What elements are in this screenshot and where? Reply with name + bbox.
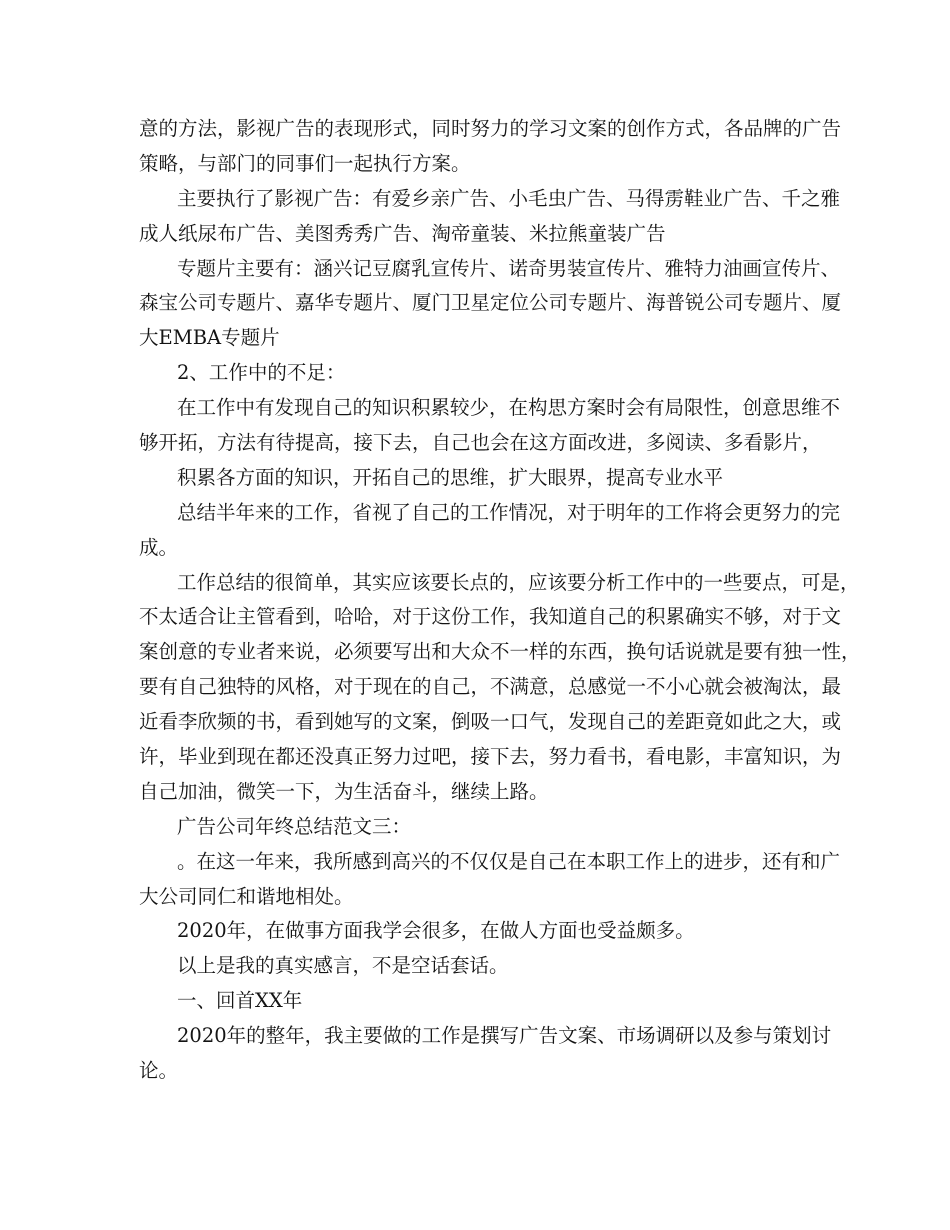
text-line: 成。 — [139, 535, 179, 559]
text-line: 主要执行了影视广告：有爱乡亲广告、小毛虫广告、马得雳鞋业广告、千之雅 — [177, 186, 841, 210]
text-line: 要有自己独特的风格，对于现在的自己，不满意，总感觉一不小心就会被淘汰，最 — [139, 675, 842, 699]
text-line: 积累各方面的知识，开拓自己的思维，扩大眼界，提高专业水平 — [177, 465, 724, 489]
text-line: 自己加油，微笑一下，为生活奋斗，继续上路。 — [139, 779, 549, 803]
text-line: 专题片主要有：涵兴记豆腐乳宣传片、诺奇男装宣传片、雅特力油画宣传片、 — [177, 256, 841, 280]
text-line: 总结半年来的工作，省视了自己的工作情况，对于明年的工作将会更努力的完 — [177, 500, 841, 524]
text-line: 森宝公司专题片、嘉华专题片、厦门卫星定位公司专题片、海普锐公司专题片、厦 — [139, 291, 842, 315]
text-line: 意的方法，影视广告的表现形式，同时努力的学习文案的创作方式，各品牌的广告 — [139, 117, 842, 140]
text-line: 许，毕业到现在都还没真正努力过吧，接下去，努力看书，看电影，丰富知识，为 — [139, 745, 842, 769]
text-line: 2、工作中的不足： — [177, 361, 346, 385]
text-line: 工作总结的很简单，其实应该要长点的，应该要分析工作中的一些要点，可是， — [177, 570, 860, 594]
text-line: 够开拓，方法有待提高，接下去，自己也会在这方面改进，多阅读、多看影片， — [139, 431, 822, 455]
text-line: 成人纸尿布广告、美图秀秀广告、淘帝童装、米拉熊童装广告 — [139, 221, 666, 245]
text-line: 近看李欣频的书，看到她写的文案，倒吸一口气，发现自己的差距竟如此之大，或 — [139, 710, 842, 734]
text-line: 大EMBA专题片 — [139, 326, 280, 350]
text-line: 不太适合让主管看到，哈哈，对于这份工作，我知道自己的积累确实不够，对于文 — [139, 605, 842, 629]
text-line: 大公司同仁和谐地相处。 — [139, 884, 354, 908]
document-body — [139, 112, 861, 1089]
text-line: 案创意的专业者来说，必须要写出和大众不一样的东西，换句话说就是要有独一性， — [139, 640, 861, 664]
text-line: 一、回首XX年 — [177, 989, 303, 1013]
text-line: 策略，与部门的同事们一起执行方案。 — [139, 151, 471, 175]
text-line: 。在这一年来，我所感到高兴的不仅仅是自己在本职工作上的进步，还有和广 — [177, 849, 841, 873]
text-line: 论。 — [139, 1059, 179, 1083]
text-line: 在工作中有发现自己的知识积累较少，在构思方案时会有局限性，创意思维不 — [177, 396, 841, 420]
text-line: 2020年，在做事方面我学会很多，在做人方面也受益颇多。 — [177, 919, 695, 943]
text-line: 以上是我的真实感言，不是空话套话。 — [177, 954, 509, 978]
text-line: 广告公司年终总结范文三： — [177, 814, 412, 838]
text-line: 2020年的整年，我主要做的工作是撰写广告文案、市场调研以及参与策划讨 — [177, 1024, 832, 1048]
